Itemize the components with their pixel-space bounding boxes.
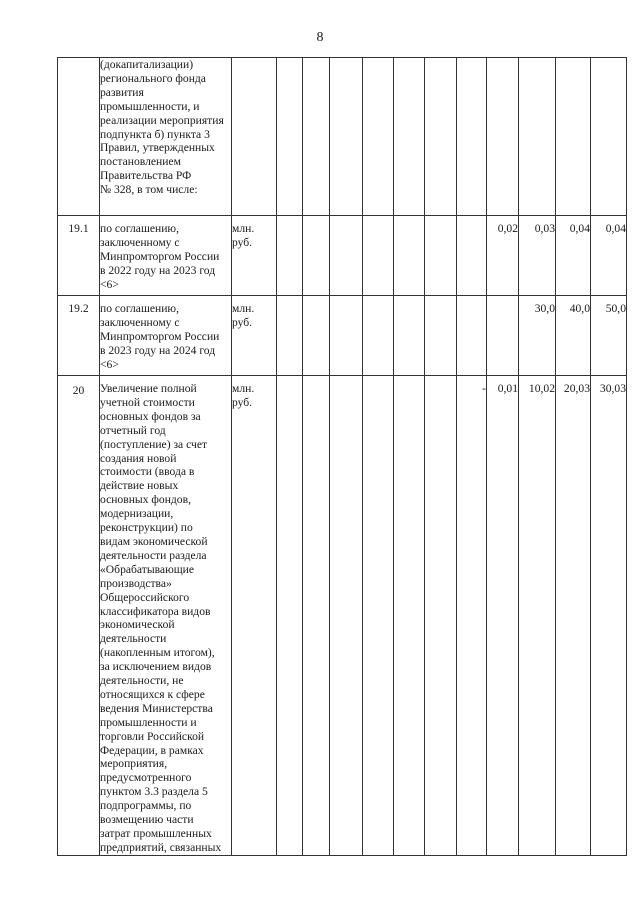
value-cell — [363, 376, 394, 856]
description-line: № 328, в том числе: — [100, 183, 198, 197]
description-line: реализации мероприятия — [100, 113, 224, 127]
description-line: Увеличение полной — [100, 382, 197, 395]
unit-line: млн. — [232, 302, 255, 315]
description-line: в 2022 году на 2023 год — [100, 263, 216, 277]
description-line: торговли Российской — [100, 729, 205, 743]
description-line: развития — [100, 85, 144, 99]
description-line: учетной стоимости — [100, 395, 195, 409]
description-line: по соглашению, — [100, 222, 179, 235]
description-line: экономической — [100, 618, 175, 632]
value-cell — [487, 296, 519, 376]
value-cell — [277, 58, 303, 216]
description-line: заключенному с — [100, 235, 180, 249]
description-line: производства» — [100, 576, 172, 590]
row-unit — [232, 216, 277, 296]
table-row — [58, 376, 627, 856]
description-line: относящихся к сфере — [100, 687, 205, 701]
page-number: 8 — [316, 30, 324, 45]
description-line: Правил, утвержденных — [100, 141, 215, 155]
value-cell — [330, 58, 363, 216]
description-line: регионального фонда — [100, 71, 206, 85]
description-line: стоимости (ввода в — [100, 465, 195, 479]
description-line: деятельности, не — [100, 674, 184, 688]
description-line: возмещению части — [100, 813, 194, 827]
unit-line: руб. — [232, 395, 253, 409]
value-cell: 30,0 — [519, 296, 556, 376]
value-cell — [425, 58, 457, 216]
row-description — [100, 376, 232, 856]
description-line: предприятий, связанных — [100, 840, 222, 854]
description-line: создания новой — [100, 451, 177, 465]
description-line: предусмотренного — [100, 771, 192, 785]
value-cell — [330, 376, 363, 856]
value-cell — [394, 58, 425, 216]
value-cell — [363, 58, 394, 216]
value-cell — [394, 376, 425, 856]
description-line: Минпромторгом России — [100, 249, 220, 263]
description-line: деятельности раздела — [100, 548, 207, 562]
description-line: по соглашению, — [100, 302, 179, 315]
value-cell: 0,01 — [487, 376, 519, 856]
description-line: Минпромторгом России — [100, 329, 220, 343]
description-line: отчетный год — [100, 423, 166, 437]
value-cell: 30,03 — [591, 376, 627, 856]
description-line: классификатора видов — [100, 604, 211, 618]
value-cell — [277, 216, 303, 296]
value-cell — [303, 216, 330, 296]
value-cell — [591, 58, 627, 216]
description-line: основных фондов, — [100, 493, 191, 507]
value-cell: 20,03 — [556, 376, 591, 856]
row-number: 20 — [58, 376, 100, 856]
description-line: «Обрабатывающие — [100, 562, 195, 576]
indicators-table — [57, 57, 627, 856]
description-line: подпрограммы, по — [100, 799, 192, 813]
description-line: основных фондов за — [100, 409, 201, 423]
description-line: затрат промышленных — [100, 827, 212, 840]
value-cell — [330, 296, 363, 376]
unit-line: млн. — [232, 382, 255, 395]
value-cell — [394, 296, 425, 376]
description-line: действие новых — [100, 479, 179, 493]
value-cell — [487, 58, 519, 216]
value-cell — [457, 216, 487, 296]
value-cell: 0,04 — [556, 216, 591, 296]
row-number: 19.1 — [58, 216, 100, 296]
value-cell — [457, 58, 487, 216]
row-unit — [232, 376, 277, 856]
description-line: ведения Министерства — [100, 701, 213, 715]
row-description — [100, 58, 232, 216]
unit-line: руб. — [232, 315, 253, 329]
value-cell — [303, 296, 330, 376]
description-line: заключенному с — [100, 315, 180, 329]
row-description — [100, 216, 232, 296]
value-cell — [457, 296, 487, 376]
description-line: деятельности — [100, 632, 167, 646]
description-line: <6> — [100, 357, 119, 371]
table-row — [58, 296, 627, 376]
value-cell — [425, 376, 457, 856]
unit-line: млн. — [232, 222, 255, 235]
description-line: постановлением — [100, 155, 181, 169]
description-line: мероприятия, — [100, 757, 168, 771]
value-cell: - — [457, 376, 487, 856]
description-line: подпункта б) пункта 3 — [100, 127, 210, 141]
description-line: Федерации, в рамках — [100, 743, 204, 757]
description-line: реконструкции) по — [100, 521, 193, 535]
description-line: видам экономической — [100, 534, 208, 548]
value-cell: 40,0 — [556, 296, 591, 376]
value-cell: 0,04 — [591, 216, 627, 296]
description-line: пунктом 3.3 раздела 5 — [100, 785, 208, 799]
description-line: промышленности и — [100, 715, 197, 729]
description-line: Правительства РФ — [100, 169, 192, 183]
description-line: <6> — [100, 277, 119, 291]
description-line: (накопленным итогом), — [100, 646, 215, 660]
value-cell — [303, 58, 330, 216]
description-line: за исключением видов — [100, 660, 212, 674]
value-cell: 0,03 — [519, 216, 556, 296]
row-number: 19.2 — [58, 296, 100, 376]
value-cell: 0,02 — [487, 216, 519, 296]
table-row — [58, 58, 627, 216]
value-cell — [425, 296, 457, 376]
value-cell — [303, 376, 330, 856]
description-line: (поступление) за счет — [100, 437, 208, 451]
description-line: Общероссийского — [100, 590, 190, 604]
value-cell: 50,0 — [591, 296, 627, 376]
value-cell — [556, 58, 591, 216]
value-cell — [277, 376, 303, 856]
row-number — [58, 58, 100, 216]
value-cell — [363, 216, 394, 296]
row-unit — [232, 296, 277, 376]
value-cell — [394, 216, 425, 296]
value-cell — [519, 58, 556, 216]
value-cell — [277, 296, 303, 376]
value-cell — [363, 296, 394, 376]
description-line: промышленности, и — [100, 99, 200, 113]
row-unit — [232, 58, 277, 216]
row-description — [100, 296, 232, 376]
value-cell — [330, 216, 363, 296]
value-cell — [425, 216, 457, 296]
unit-line: руб. — [232, 235, 253, 249]
table-row — [58, 216, 627, 296]
description-line: модернизации, — [100, 507, 174, 521]
description-line: (докапитализации) — [100, 58, 194, 71]
value-cell: 10,02 — [519, 376, 556, 856]
description-line: в 2023 году на 2024 год — [100, 343, 216, 357]
